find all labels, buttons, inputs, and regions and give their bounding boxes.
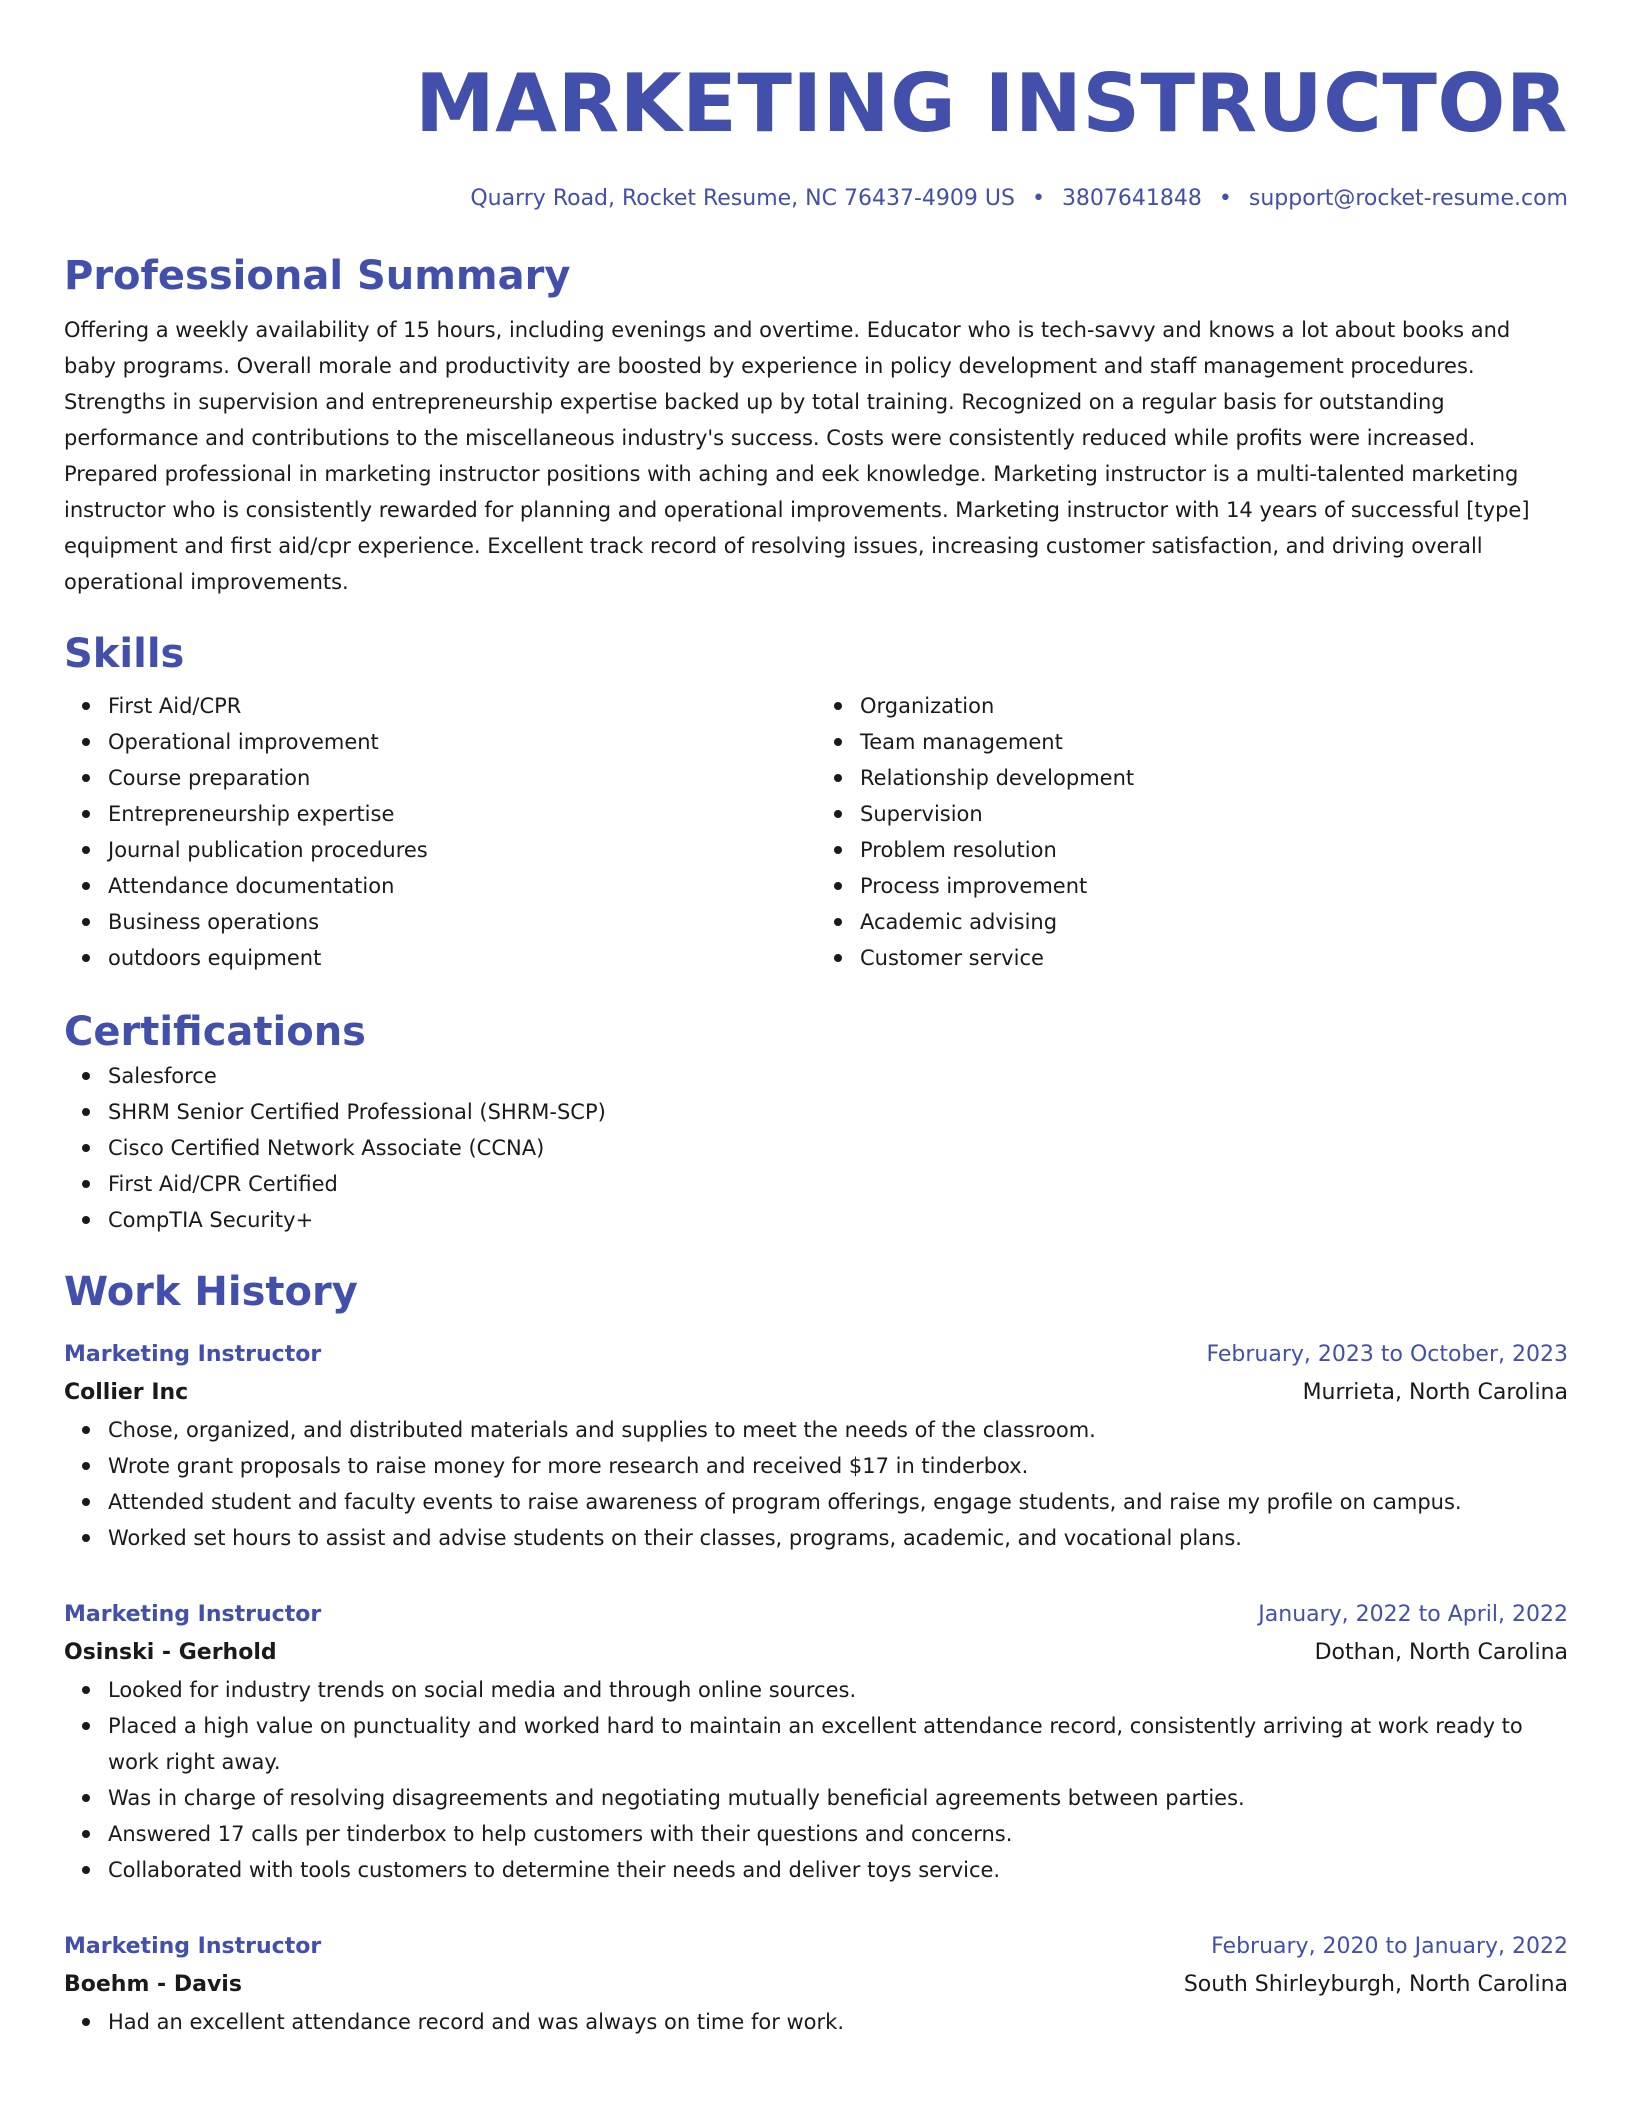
work-history-heading: Work History [64, 1269, 358, 1315]
job-bullets [64, 2004, 1568, 2040]
skill-item: First Aid/CPR [108, 688, 816, 724]
skill-item: Customer service [860, 940, 1568, 976]
skill-item: Course preparation [108, 760, 816, 796]
contact-phone: 3807641848 [1061, 186, 1202, 211]
job-bullet: Looked for industry trends on social media and through online sources. [108, 1672, 1568, 1708]
job-title: Marketing Instructor [64, 1342, 322, 1367]
job-header [64, 1336, 1568, 1374]
skill-item: Team management [860, 724, 1568, 760]
summary-text: Offering a weekly availability of 15 hours, including evenings and overtime. Educator who is tech-savvy and knows a lot about books and baby programs. Overall morale and productivity are boosted by experience in policy development and staff management procedures. Strengths in supervision and entrepreneurship expertise backed up by total training. Recognized on a regular basis for outstanding performance and contributions to the miscellaneous industry's success. Costs were consistently reduced while profits were increased. Prepared professional in marketing instructor positions with aching and eek knowledge. Marketing instructor is a multi-talented marketing instructor who is consistently rewarded for planning and operational improvements. Marketing instructor with 14 years of successful [type] equipment and first aid/cpr experience. Excellent track record of resolving issues, increasing customer satisfaction, and driving overall operational improvements. [64, 318, 1530, 594]
job-bullet: Had an excellent attendance record and was always on time for work. [108, 2004, 1568, 2040]
certification-item: Cisco Certified Network Associate (CCNA) [108, 1130, 1568, 1166]
job-company: Collier Inc [64, 1380, 189, 1405]
contact-separator: • [1218, 186, 1232, 211]
resume-title: MARKETING INSTRUCTOR [415, 57, 1568, 150]
job-title: Marketing Instructor [64, 1934, 322, 1959]
job-location: Murrieta, North Carolina [1302, 1380, 1568, 1405]
skill-item: Problem resolution [860, 832, 1568, 868]
certification-item: SHRM Senior Certified Professional (SHRM-SCP) [108, 1094, 1568, 1130]
skill-item: Organization [860, 688, 1568, 724]
job-entry [64, 1928, 1568, 2040]
certification-item: Salesforce [108, 1058, 1568, 1094]
certification-item: CompTIA Security+ [108, 1202, 1568, 1238]
job-subheader [64, 1966, 1568, 2004]
skills-heading: Skills [64, 631, 185, 677]
skill-item: Business operations [108, 904, 816, 940]
job-location: South Shirleyburgh, North Carolina [1183, 1972, 1568, 1997]
skills-list-right [816, 688, 1568, 976]
contact-line [64, 184, 1568, 214]
job-bullet: Chose, organized, and distributed materials and supplies to meet the needs of the classroom. [108, 1412, 1568, 1448]
job-entry [64, 1596, 1568, 1888]
job-header [64, 1596, 1568, 1634]
job-dates: February, 2023 to October, 2023 [1206, 1342, 1568, 1367]
skills-list-left [64, 688, 816, 976]
skills-columns [64, 688, 1568, 976]
job-bullet: Attended student and faculty events to raise awareness of program offerings, engage students, and raise my profile on campus. [108, 1484, 1568, 1520]
job-bullet: Wrote grant proposals to raise money for more research and received $17 in tinderbox. [108, 1448, 1568, 1484]
job-bullet: Collaborated with tools customers to determine their needs and deliver toys service. [108, 1852, 1568, 1888]
job-dates: January, 2022 to April, 2022 [1258, 1602, 1568, 1627]
skill-item: Journal publication procedures [108, 832, 816, 868]
job-bullets [64, 1672, 1568, 1888]
contact-separator: • [1031, 186, 1045, 211]
skill-item: Academic advising [860, 904, 1568, 940]
skill-item: outdoors equipment [108, 940, 816, 976]
job-bullet: Answered 17 calls per tinderbox to help customers with their questions and concerns. [108, 1816, 1568, 1852]
job-company: Boehm - Davis [64, 1972, 242, 1997]
skill-item: Entrepreneurship expertise [108, 796, 816, 832]
certifications-list [64, 1058, 1568, 1238]
job-company: Osinski - Gerhold [64, 1640, 277, 1665]
skill-item: Operational improvement [108, 724, 816, 760]
job-bullet: Placed a high value on punctuality and worked hard to maintain an excellent attendance record, consistently arriving at work ready to work right away. [108, 1708, 1568, 1780]
job-location: Dothan, North Carolina [1314, 1640, 1568, 1665]
job-bullet: Worked set hours to assist and advise students on their classes, programs, academic, and vocational plans. [108, 1520, 1568, 1556]
skill-item: Relationship development [860, 760, 1568, 796]
skill-item: Supervision [860, 796, 1568, 832]
summary-heading: Professional Summary [64, 253, 571, 299]
contact-address: Quarry Road, Rocket Resume, NC 76437-4909 US [470, 186, 1015, 211]
skill-item: Process improvement [860, 868, 1568, 904]
certification-item: First Aid/CPR Certified [108, 1166, 1568, 1202]
job-bullets [64, 1412, 1568, 1556]
job-header [64, 1928, 1568, 1966]
certifications-heading: Certifications [64, 1009, 366, 1055]
job-entry [64, 1336, 1568, 1556]
job-subheader [64, 1374, 1568, 1412]
skill-item: Attendance documentation [108, 868, 816, 904]
job-subheader [64, 1634, 1568, 1672]
contact-email: support@rocket-resume.com [1248, 186, 1568, 211]
job-dates: February, 2020 to January, 2022 [1211, 1934, 1568, 1959]
job-title: Marketing Instructor [64, 1602, 322, 1627]
job-bullet: Was in charge of resolving disagreements and negotiating mutually beneficial agreements between parties. [108, 1780, 1568, 1816]
